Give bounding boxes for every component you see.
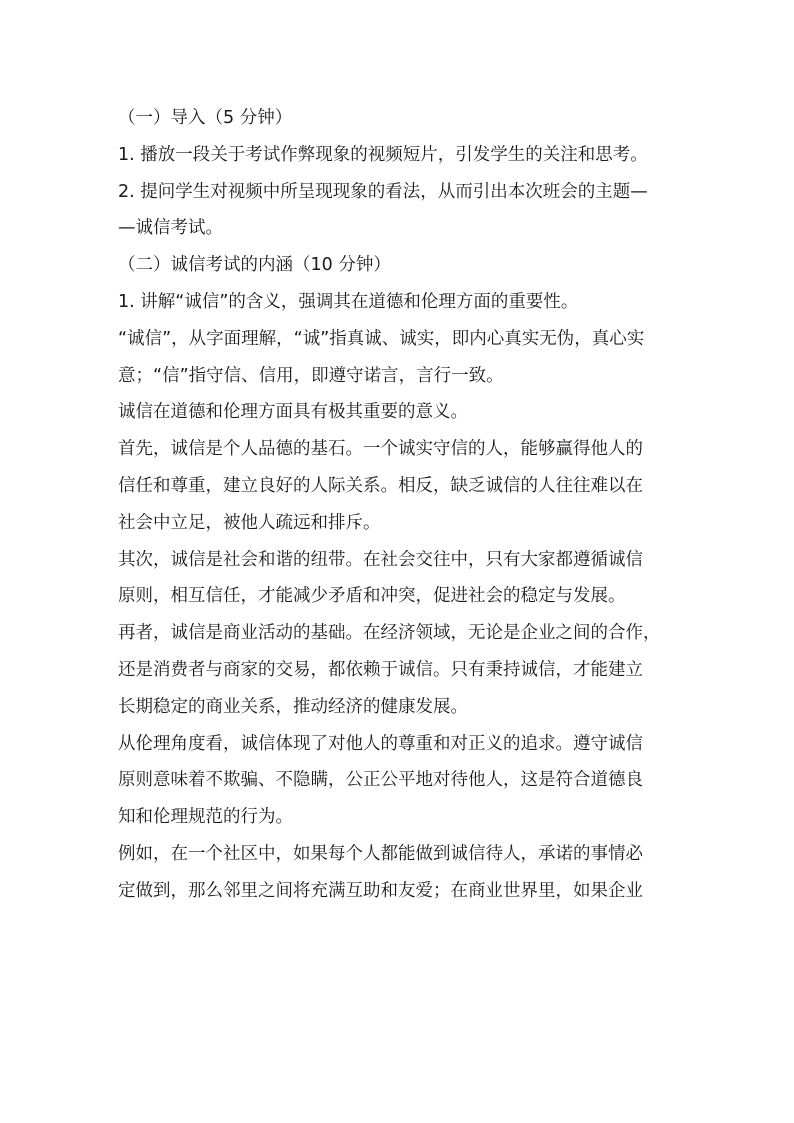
text-line: 其次，诚信是社会和谐的纽带。在社会交往中，只有大家都遵循诚信 <box>118 549 643 570</box>
document-body <box>118 100 680 910</box>
text-line: 1. 播放一段关于考试作弊现象的视频短片，引发学生的关注和思考。 <box>118 144 648 165</box>
text-line: 长期稳定的商业关系，推动经济的健康发展。 <box>118 696 468 717</box>
text-line: 信任和尊重，建立良好的人际关系。相反，缺乏诚信的人往往难以在 <box>118 475 643 496</box>
text-line: “诚信”，从字面理解，“诚”指真诚、诚实，即内心真实无伪，真心实 <box>118 328 645 349</box>
text-line: 再者，诚信是商业活动的基础。在经济领域，无论是企业之间的合作， <box>118 623 661 644</box>
text-line: 诚信在道德和伦理方面具有极其重要的意义。 <box>118 402 468 423</box>
text-line: 知和伦理规范的行为。 <box>118 807 293 828</box>
text-line: 还是消费者与商家的交易，都依赖于诚信。只有秉持诚信，才能建立 <box>118 659 643 680</box>
text-line: —诚信考试。 <box>118 218 223 239</box>
text-line: 从伦理角度看，诚信体现了对他人的尊重和对正义的追求。遵守诚信 <box>118 733 643 754</box>
section-heading-meaning: （二）诚信考试的内涵（10 分钟） <box>118 255 391 276</box>
text-line: 原则意味着不欺骗、不隐瞒，公正公平地对待他人，这是符合道德良 <box>118 770 643 791</box>
text-line: 2. 提问学生对视频中所呈现现象的看法，从而引出本次班会的主题— <box>118 181 648 202</box>
text-line: 定做到，那么邻里之间将充满互助和友爱；在商业世界里，如果企业 <box>118 880 643 901</box>
text-line: 社会中立足，被他人疏远和排斥。 <box>118 512 381 533</box>
text-line: 原则，相互信任，才能减少矛盾和冲突，促进社会的稳定与发展。 <box>118 586 626 607</box>
text-line: 意；“信”指守信、信用，即遵守诺言，言行一致。 <box>118 365 504 386</box>
text-line: 例如，在一个社区中，如果每个人都能做到诚信待人，承诺的事情必 <box>118 843 643 864</box>
section-heading-intro: （一）导入（5 分钟） <box>118 108 293 128</box>
text-line: 首先，诚信是个人品德的基石。一个诚实守信的人，能够赢得他人的 <box>118 439 643 460</box>
text-line: 1. 讲解“诚信”的含义，强调其在道德和伦理方面的重要性。 <box>118 291 579 312</box>
